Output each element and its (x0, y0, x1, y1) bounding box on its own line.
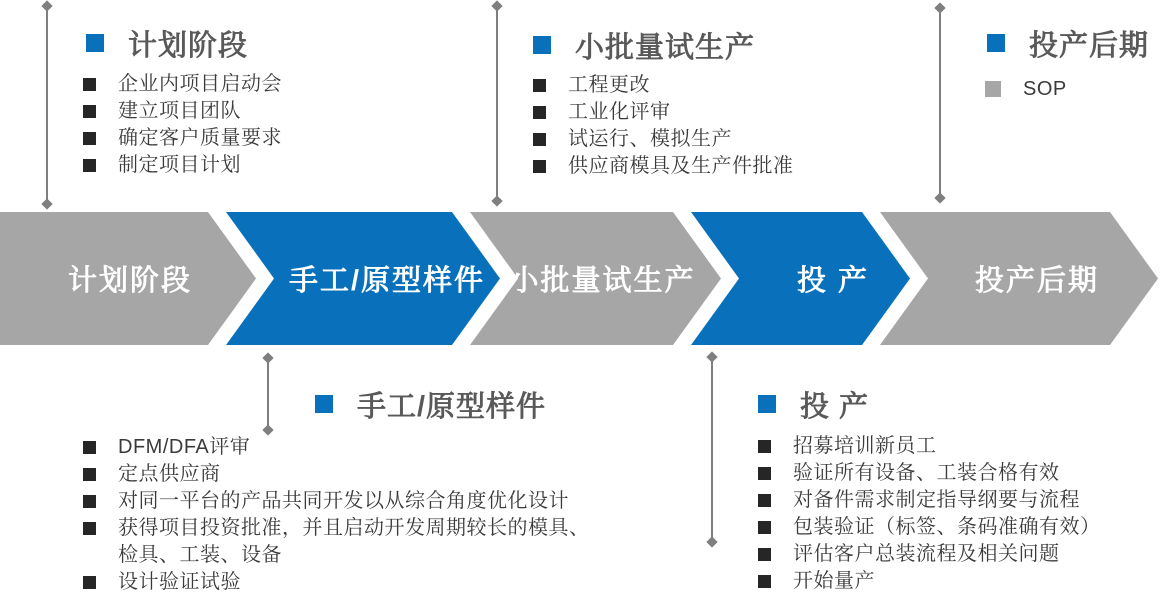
list-item: 包装验证（标签、条码准确有效） (758, 514, 1158, 541)
list-item: DFM/DFA评审 (83, 434, 605, 461)
stage-label-prototype: 手工/原型样件 (288, 265, 486, 297)
diamond-endpoint-icon (706, 536, 717, 547)
section-launch-list (758, 433, 1158, 595)
list-item: 验证所有设备、工装合格有效 (758, 460, 1158, 487)
diamond-endpoint-icon (491, 195, 502, 206)
list-item: 开始量产 (758, 568, 1158, 595)
connector-pilot (492, 2, 502, 205)
list-item: 供应商模具及生产件批准 (533, 153, 913, 180)
connector-line (496, 6, 498, 201)
square-bullet-icon (83, 78, 96, 91)
square-bullet-icon (83, 132, 96, 145)
section-post-launch-list (985, 76, 1165, 103)
square-bullet-icon (533, 79, 546, 92)
square-bullet-icon (315, 395, 333, 413)
section-prototype-title: 手工/原型样件 (357, 390, 547, 423)
connector-line (46, 6, 48, 204)
section-post-launch-heading (987, 25, 1149, 61)
section-prototype-list (83, 434, 605, 596)
square-bullet-icon (83, 468, 96, 481)
list-item: 对同一平台的产品共同开发以从综合角度优化设计 (83, 488, 605, 515)
stage-label-launch: 投 产 (796, 265, 870, 297)
square-bullet-icon (533, 160, 546, 173)
stage-label-pilot: 小批量试生产 (509, 265, 696, 297)
square-bullet-icon (83, 576, 96, 589)
section-pilot-heading (533, 27, 755, 63)
section-launch-heading (758, 386, 869, 422)
square-bullet-icon (758, 575, 771, 588)
square-bullet-icon (533, 36, 551, 54)
list-item: 设计验证试验 (83, 569, 605, 596)
list-item: 工程更改 (533, 72, 913, 99)
section-planning-list (83, 71, 413, 179)
section-pilot-list (533, 72, 913, 180)
connector-prototype (263, 354, 273, 434)
square-bullet-icon (758, 548, 771, 561)
connector-launch (707, 353, 717, 546)
section-planning-heading (86, 25, 248, 61)
square-bullet-icon (86, 34, 104, 52)
connector-planning (42, 2, 52, 208)
square-bullet-icon (758, 467, 771, 480)
square-bullet-icon (533, 133, 546, 146)
square-bullet-icon (758, 521, 771, 534)
list-item: 试运行、模拟生产 (533, 126, 913, 153)
connector-line (711, 357, 713, 542)
square-bullet-icon (985, 81, 1001, 97)
list-item: 企业内项目启动会 (83, 71, 413, 98)
diamond-endpoint-icon (41, 198, 52, 209)
square-bullet-icon (83, 159, 96, 172)
square-bullet-icon (758, 440, 771, 453)
list-item: 招募培训新员工 (758, 433, 1158, 460)
list-item: 定点供应商 (83, 461, 605, 488)
section-post-launch-title: 投产后期 (1029, 29, 1150, 62)
square-bullet-icon (83, 522, 96, 535)
connector-line (939, 8, 941, 198)
list-item: SOP (985, 76, 1165, 103)
square-bullet-icon (83, 495, 96, 508)
section-planning-title: 计划阶段 (128, 29, 249, 62)
list-item: 工业化评审 (533, 99, 913, 126)
connector-post-launch (935, 4, 945, 202)
section-pilot-title: 小批量试生产 (575, 31, 756, 64)
stage-label-planning: 计划阶段 (67, 265, 192, 297)
diamond-endpoint-icon (934, 192, 945, 203)
section-prototype-heading (315, 386, 546, 422)
list-item: 评估客户总装流程及相关问题 (758, 541, 1158, 568)
square-bullet-icon (987, 34, 1005, 52)
square-bullet-icon (83, 441, 96, 454)
list-item: 确定客户质量要求 (83, 125, 413, 152)
list-item: 对备件需求制定指导纲要与流程 (758, 487, 1158, 514)
stage-label-post-launch: 投产后期 (974, 265, 1099, 297)
square-bullet-icon (758, 494, 771, 507)
list-item: 获得项目投资批准，并且启动开发周期较长的模具、检具、工装、设备 (83, 515, 605, 569)
list-item: 制定项目计划 (83, 152, 413, 179)
connector-line (267, 358, 269, 430)
section-launch-title: 投 产 (800, 390, 870, 423)
square-bullet-icon (758, 395, 776, 413)
list-item: 建立项目团队 (83, 98, 413, 125)
square-bullet-icon (533, 106, 546, 119)
square-bullet-icon (83, 105, 96, 118)
